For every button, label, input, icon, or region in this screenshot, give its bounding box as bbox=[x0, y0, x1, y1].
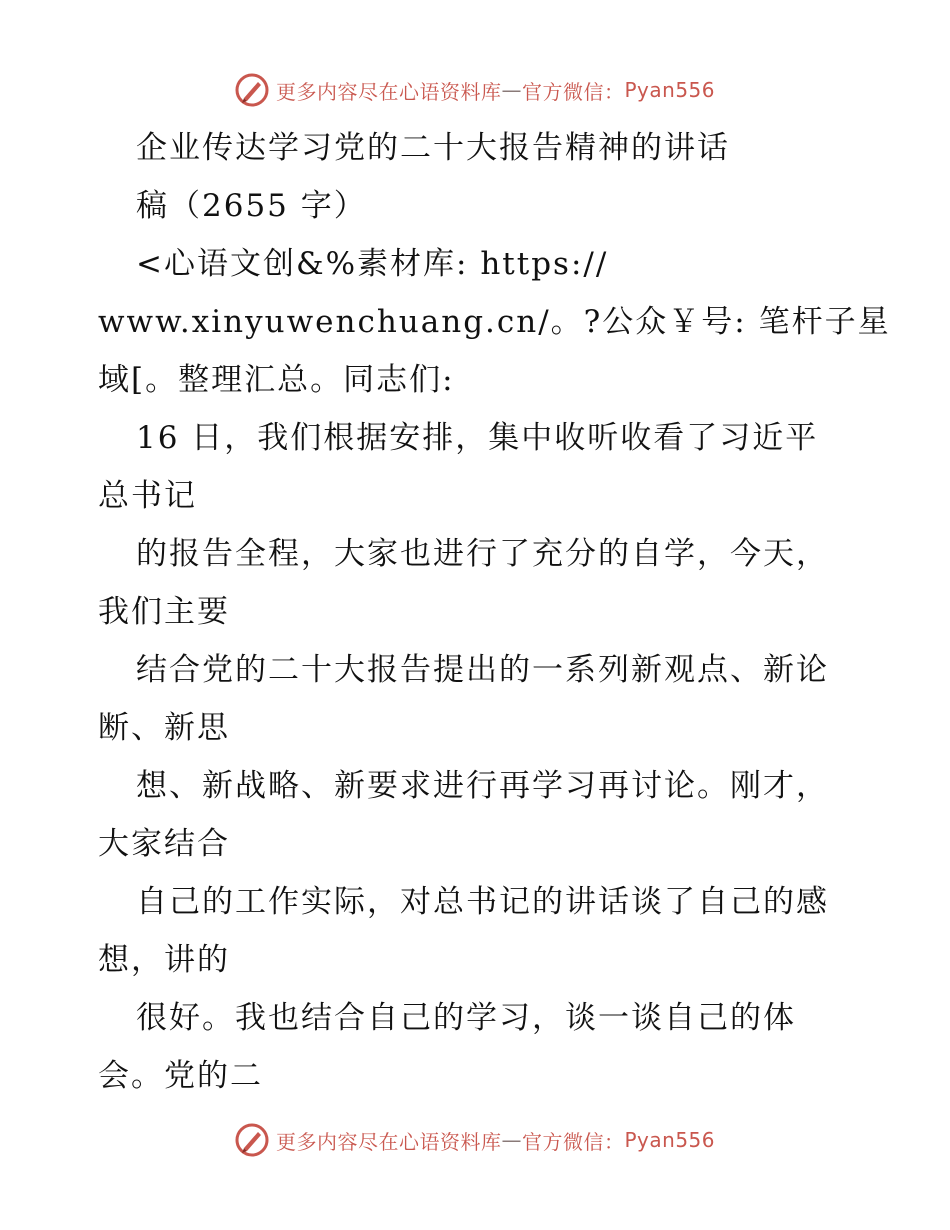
body-line: 想，讲的 bbox=[98, 942, 230, 978]
body-line: 很好。我也结合自己的学习，谈一谈自己的体 bbox=[136, 1000, 796, 1036]
document-title-line-1: 企业传达学习党的二十大报告精神的讲话 bbox=[136, 130, 730, 166]
header-banner[interactable] bbox=[234, 70, 715, 110]
banner-wechat-id: Pyan556 bbox=[624, 1128, 716, 1152]
body-line: 域[。整理汇总。同志们: bbox=[98, 362, 455, 398]
banner-dash: — bbox=[501, 1128, 522, 1152]
body-line: <心语文创&%素材库: https:// bbox=[136, 246, 609, 282]
body-line: 我们主要 bbox=[98, 594, 230, 630]
body-line: 结合党的二十大报告提出的一系列新观点、新论 bbox=[136, 652, 829, 688]
banner-dash: — bbox=[501, 78, 522, 102]
banner-wechat-id: Pyan556 bbox=[624, 78, 716, 102]
body-line: 16 日，我们根据安排，集中收听收看了习近平 bbox=[136, 420, 819, 456]
banner-main-text: 更多内容尽在心语资料库 bbox=[276, 1129, 502, 1154]
body-line: 断、新思 bbox=[98, 710, 230, 746]
body-line: 会。党的二 bbox=[98, 1058, 263, 1094]
banner-wechat-label: 官方微信： bbox=[522, 79, 625, 104]
document-title-line-2: 稿（2655 字） bbox=[136, 188, 367, 224]
body-line: www.xinyuwenchuang.cn/。?公众￥号: 笔杆子星 bbox=[98, 304, 891, 340]
pen-nib-logo-icon bbox=[234, 72, 270, 108]
banner-wechat-label: 官方微信： bbox=[522, 1129, 625, 1154]
body-line: 想、新战略、新要求进行再学习再讨论。刚才， bbox=[136, 768, 829, 804]
body-line: 总书记 bbox=[98, 478, 197, 514]
body-line: 的报告全程，大家也进行了充分的自学，今天， bbox=[136, 536, 829, 572]
body-line: 自己的工作实际，对总书记的讲话谈了自己的感 bbox=[136, 884, 829, 920]
banner-main-text: 更多内容尽在心语资料库 bbox=[276, 79, 502, 104]
footer-banner[interactable] bbox=[234, 1120, 715, 1160]
body-line: 大家结合 bbox=[98, 826, 230, 862]
pen-nib-logo-icon bbox=[234, 1122, 270, 1158]
